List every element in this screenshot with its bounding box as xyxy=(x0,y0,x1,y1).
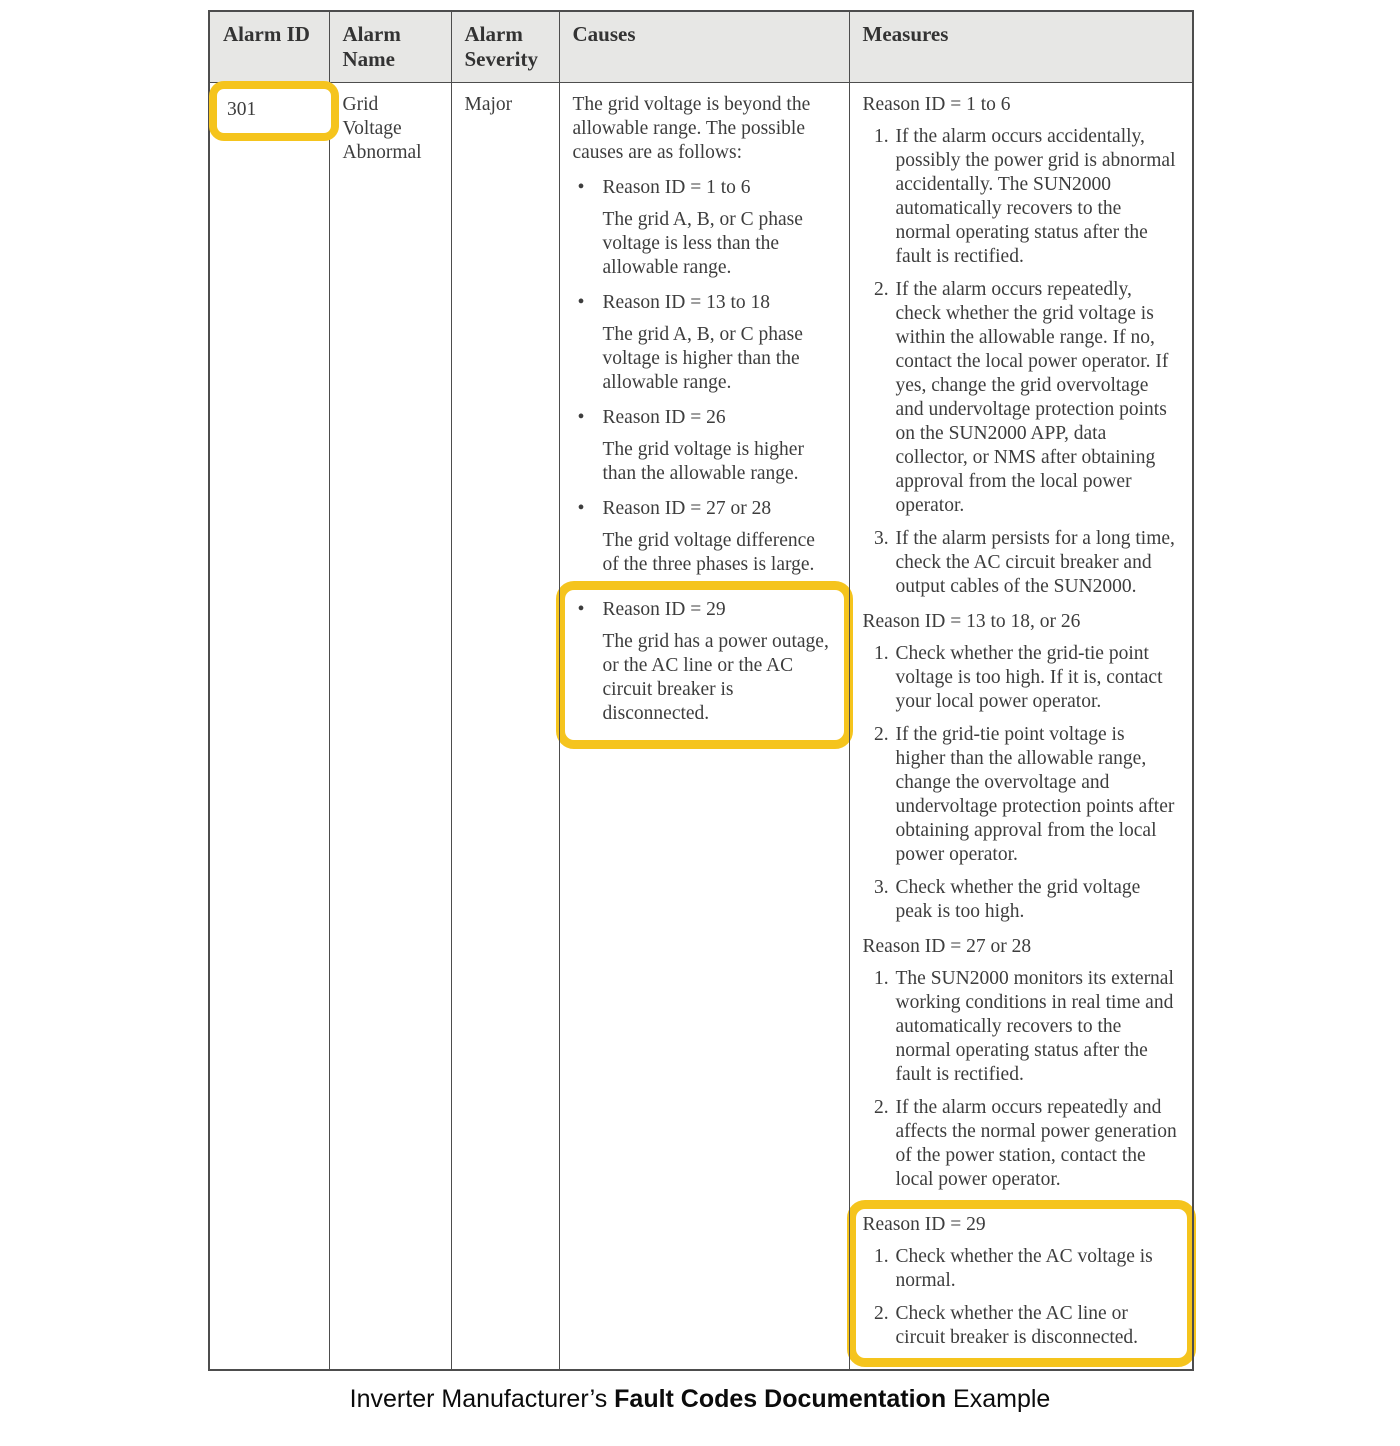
alarm-severity-cell xyxy=(451,83,559,1371)
caption-prefix: Inverter Manufacturer’s xyxy=(349,1385,615,1413)
cause-desc: The grid voltage difference of the three phases is large. xyxy=(602,530,815,575)
cause-bullet-reason-27-28 xyxy=(573,497,836,577)
measure-step: 1. Check whether the AC voltage is normal. xyxy=(894,1245,1181,1293)
alarm-id-value: 301 xyxy=(227,99,257,120)
cause-label: • Reason ID = 26 xyxy=(602,407,726,428)
measure-step: 1. The SUN2000 monitors its external working conditions in real time and automatically recovers to the normal operating status after the fault is rectified. xyxy=(894,967,1180,1087)
measure-step: 3. If the alarm persists for a long time, check the AC circuit breaker and output cables of the SUN2000. xyxy=(894,527,1180,599)
cause-desc: The grid has a power outage, or the AC line or the AC circuit breaker is disconnected. xyxy=(602,631,829,724)
measure-heading: Reason ID = 29 xyxy=(862,1214,986,1235)
figure-caption xyxy=(208,1385,1192,1414)
measure-section-reason-27-28 xyxy=(863,935,1180,1192)
header-causes: Causes xyxy=(559,11,849,83)
cause-desc: The grid A, B, or C phase voltage is less than the allowable range. xyxy=(602,209,803,278)
measure-heading: Reason ID = 27 or 28 xyxy=(862,936,1032,957)
measure-steps xyxy=(863,967,1180,1192)
measure-section-reason-13-18-26 xyxy=(863,610,1180,924)
caption-bold: Fault Codes Documentation xyxy=(614,1385,947,1413)
fault-codes-table xyxy=(208,10,1194,1371)
cause-desc: The grid voltage is higher than the allowable range. xyxy=(602,439,804,484)
cause-bullet-reason-1-6 xyxy=(573,176,836,280)
measure-step: 2. If the grid-tie point voltage is higher than the allowable range, change the overvoltage and undervoltage protection points after obtaining approval from the local power operator. xyxy=(894,723,1180,867)
measure-steps xyxy=(863,1245,1181,1350)
cause-label: • Reason ID = 13 to 18 xyxy=(602,292,771,313)
measure-step: 2. Check whether the AC line or circuit breaker is disconnected. xyxy=(894,1302,1181,1350)
measure-steps xyxy=(863,125,1180,599)
cause-label: • Reason ID = 29 xyxy=(602,599,726,620)
alarm-name-cell xyxy=(329,83,451,1371)
cause-label: • Reason ID = 1 to 6 xyxy=(602,177,751,198)
measure-heading: Reason ID = 1 to 6 xyxy=(862,94,1011,115)
alarm-severity-value: Major xyxy=(464,94,513,115)
measure-heading: Reason ID = 13 to 18, or 26 xyxy=(862,611,1081,632)
table-row xyxy=(209,83,1193,1371)
cause-desc: The grid A, B, or C phase voltage is higher than the allowable range. xyxy=(602,324,803,393)
measure-section-reason-1-6 xyxy=(863,93,1180,599)
highlight-box-alarm-id xyxy=(209,81,339,141)
cause-bullet-reason-26 xyxy=(573,406,836,486)
cause-bullet-reason-13-18 xyxy=(573,291,836,395)
cause-bullet-reason-29 xyxy=(573,598,836,726)
measure-step: 2. If the alarm occurs repeatedly, check whether the grid voltage is within the allowable range. If no, contact the local power operator. If yes, change the grid overvoltage and undervoltage protection points on the SUN2000 APP, data collector, or NMS after obtaining approval from the local power operator. xyxy=(894,278,1180,518)
alarm-name-value: Grid Voltage Abnormal xyxy=(342,94,422,163)
table-header-row xyxy=(209,11,1193,83)
measure-step: 1. Check whether the grid-tie point voltage is too high. If it is, contact your local power operator. xyxy=(894,642,1180,714)
header-alarm-name: Alarm Name xyxy=(329,11,451,83)
cause-label: • Reason ID = 27 or 28 xyxy=(602,498,772,519)
causes-intro: The grid voltage is beyond the allowable range. The possible causes are as follows: xyxy=(572,94,811,163)
measure-step: 1. If the alarm occurs accidentally, possibly the power grid is abnormal accidentally. The SUN2000 automatically recovers to the normal operating status after the fault is rectified. xyxy=(894,125,1180,269)
measure-step: 3. Check whether the grid voltage peak is too high. xyxy=(894,876,1180,924)
highlight-box-measure-reason-29 xyxy=(847,1200,1197,1367)
alarm-id-cell xyxy=(209,83,329,1371)
measure-step: 2. If the alarm occurs repeatedly and affects the normal power generation of the power station, contact the local power operator. xyxy=(894,1096,1180,1192)
highlight-box-cause-reason-29 xyxy=(556,581,853,749)
header-alarm-severity: Alarm Severity xyxy=(451,11,559,83)
measures-cell xyxy=(849,83,1193,1371)
causes-cell xyxy=(559,83,849,1371)
caption-suffix: Example xyxy=(946,1385,1051,1413)
header-measures: Measures xyxy=(849,11,1193,83)
header-alarm-id: Alarm ID xyxy=(209,11,329,83)
measure-steps xyxy=(863,642,1180,924)
